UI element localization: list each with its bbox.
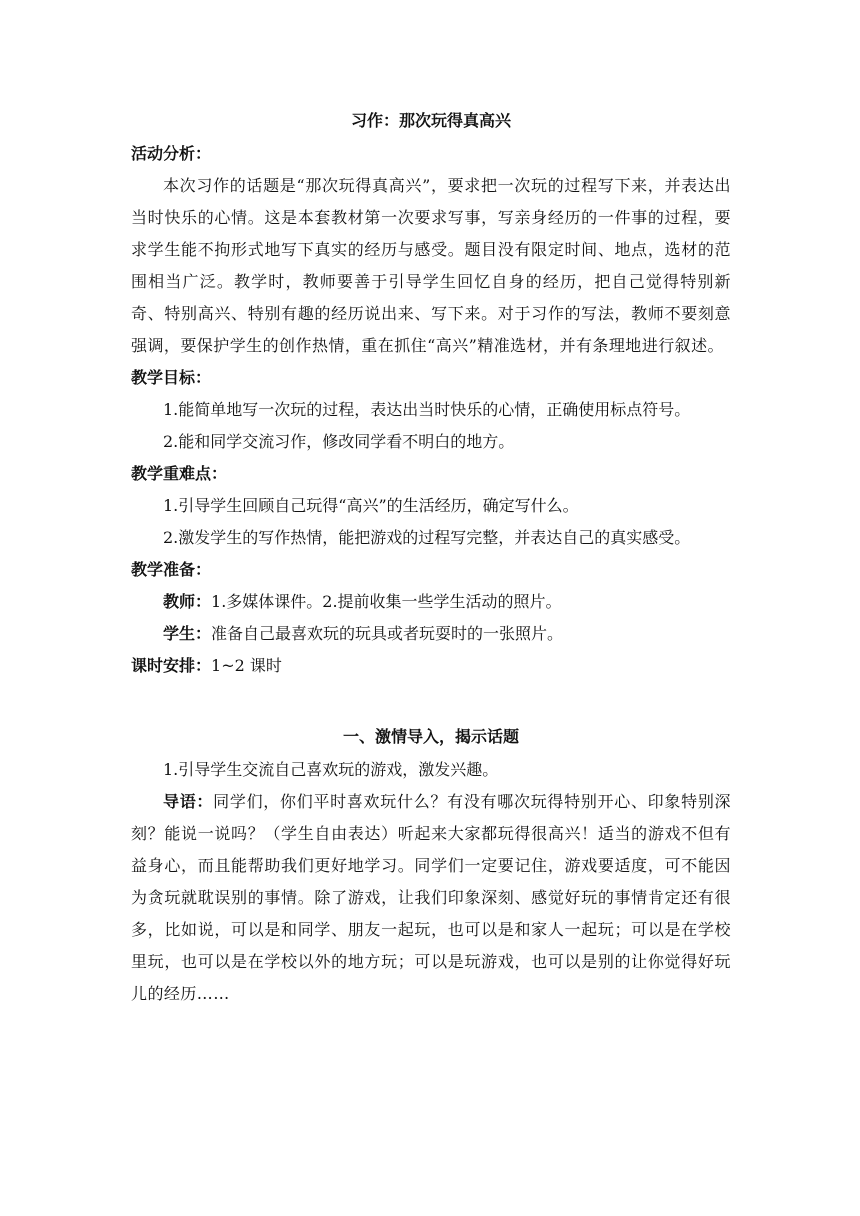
goals-heading: 教学目标： bbox=[131, 368, 212, 387]
schedule-text: 1~2 课时 bbox=[211, 656, 282, 675]
document-title: 习作：那次玩得真高兴 bbox=[350, 111, 511, 130]
analysis-heading: 活动分析： bbox=[131, 144, 212, 163]
section1-guide-paragraph bbox=[131, 786, 731, 1010]
guide-text: 同学们，你们平时喜欢玩什么？有没有哪次玩得特别开心、印象特别深刻？能说一说吗？（学生自由表达）听起来大家都玩得很高兴！适当的游戏不但有益身心，而且能帮助我们更好地学习。同学们一定要记住，游戏要适度，可不能因为贪玩就耽误别的事情。除了游戏，让我们印象深刻、感觉好玩的事情肯定还有很多，比如说，可以是和同学、朋友一起玩，也可以是和家人一起玩；可以是在学校里玩，也可以是在学校以外的地方玩；可以是玩游戏，也可以是别的让你觉得好玩儿的经历…… bbox=[131, 792, 731, 1003]
document-content bbox=[131, 104, 731, 1010]
section1-item-1: 1.引导学生交流自己喜欢玩的游戏，激发兴趣。 bbox=[163, 760, 499, 779]
teacher-text: 1.多媒体课件。2.提前收集一些学生活动的照片。 bbox=[211, 592, 562, 611]
student-text: 准备自己最喜欢玩的玩具或者玩耍时的一张照片。 bbox=[211, 624, 564, 643]
schedule-line bbox=[131, 650, 731, 682]
section1-title: 一、激情导入，揭示话题 bbox=[342, 727, 519, 746]
teacher-preparation bbox=[131, 586, 731, 618]
preparation-heading: 教学准备： bbox=[131, 560, 212, 579]
key-point-item-1: 1.引导学生回顾自己玩得“高兴”的生活经历，确定写什么。 bbox=[163, 496, 579, 515]
student-label: 学生： bbox=[163, 624, 212, 643]
student-preparation bbox=[131, 618, 731, 650]
goal-item-2: 2.能和同学交流习作，修改同学看不明白的地方。 bbox=[163, 432, 515, 451]
key-point-item-2: 2.激发学生的写作热情，能把游戏的过程写完整，并表达自己的真实感受。 bbox=[163, 528, 691, 547]
spacer bbox=[131, 682, 731, 720]
key-points-heading: 教学重难点： bbox=[131, 464, 228, 483]
goal-item-1: 1.能简单地写一次玩的过程，表达出当时快乐的心情，正确使用标点符号。 bbox=[163, 400, 691, 419]
teacher-label: 教师： bbox=[163, 592, 212, 611]
guide-label: 导语： bbox=[163, 792, 214, 811]
schedule-label: 课时安排： bbox=[131, 656, 212, 675]
analysis-paragraph: 本次习作的话题是“那次玩得真高兴”，要求把一次玩的过程写下来，并表达出当时快乐的心情。这是本套教材第一次要求写事，写亲身经历的一件事的过程，要求学生能不拘形式地写下真实的经历与感受。题目没有限定时间、地点，选材的范围相当广泛。教学时，教师要善于引导学生回忆自身的经历，把自己觉得特别新奇、特别高兴、特别有趣的经历说出来、写下来。对于习作的写法，教师不要刻意强调，要保护学生的创作热情，重在抓住“高兴”精准选材，并有条理地进行叙述。 bbox=[131, 176, 731, 355]
